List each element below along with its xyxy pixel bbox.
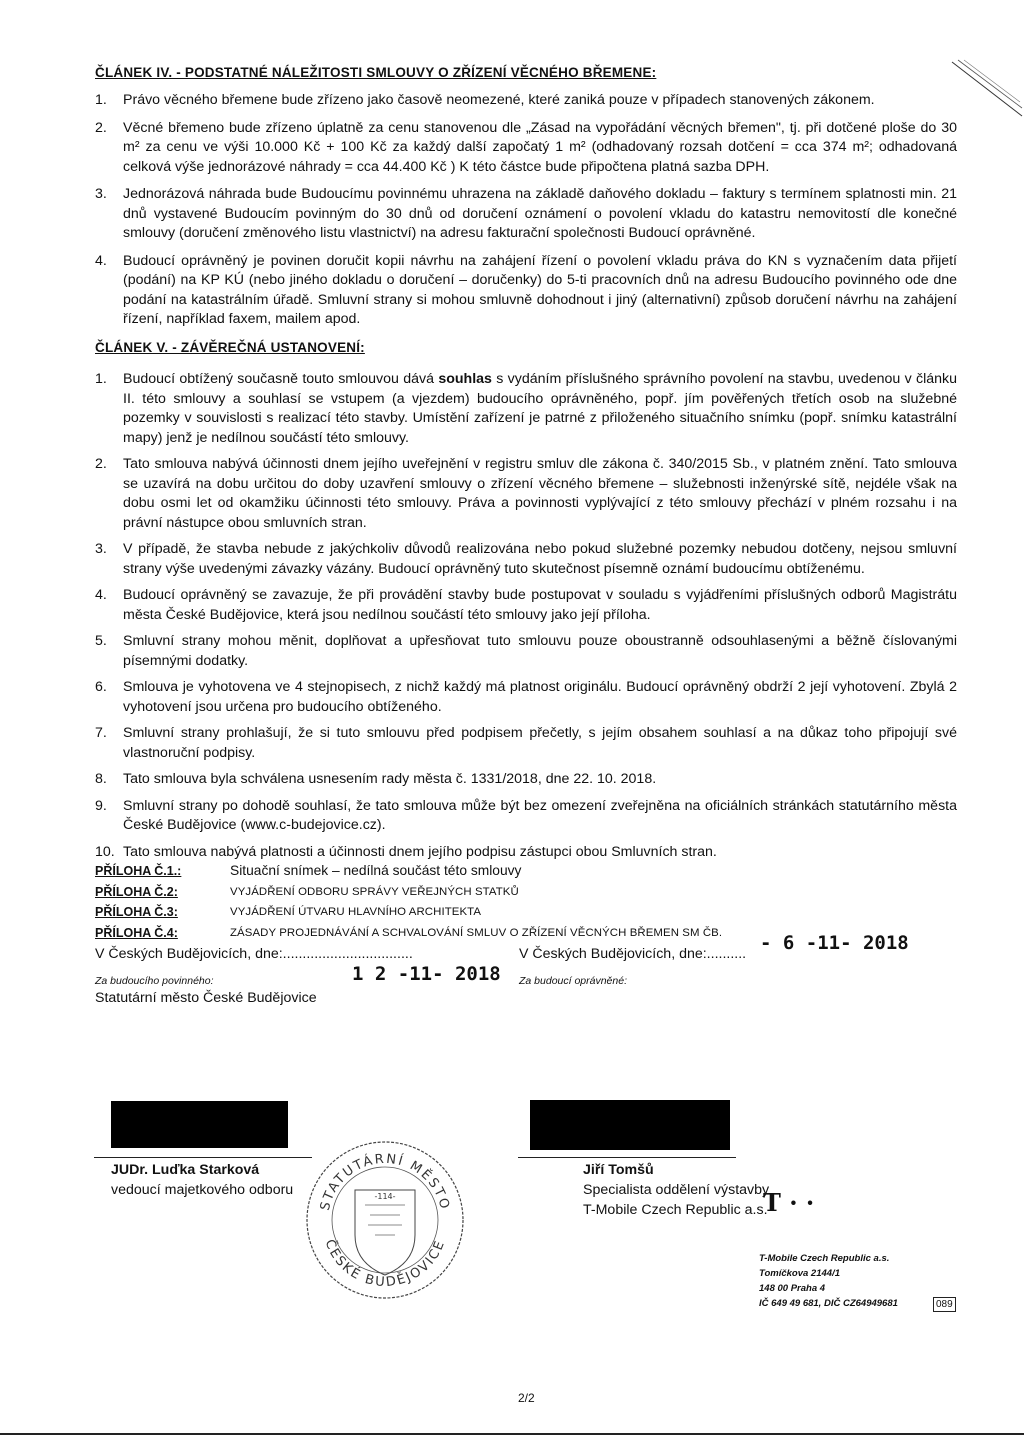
article-4-list bbox=[95, 91, 957, 338]
right-signatory-company: T-Mobile Czech Republic a.s. bbox=[583, 1202, 768, 1218]
left-signature-line bbox=[94, 1157, 312, 1158]
article-4-item-1: 1. Právo věcného břemene bude zřízeno jako časově neomezené, které zaniká pouze v případech stanovených zákonem. bbox=[95, 92, 875, 108]
redacted-signature-left bbox=[111, 1101, 288, 1148]
left-date-stamp: 1 2 -11- 2018 bbox=[352, 963, 501, 985]
attachments-list bbox=[95, 861, 835, 943]
svg-text:STATUTÁRNÍ MĚSTO: STATUTÁRNÍ MĚSTO bbox=[317, 1151, 453, 1213]
left-role-label: Za budoucího povinného: bbox=[95, 975, 214, 987]
right-signatory-title: Specialista oddělení výstavby bbox=[583, 1182, 770, 1198]
article-5-item-4: 4. Budoucí oprávněný se zavazuje, že při provádění stavby bude postupovat v souladu s vyjádřeními příslušných odborů Magistrátu města České Budějovice, která jsou nedílnou součástí této smlouvy jako její příloha. bbox=[95, 587, 957, 623]
article-5-item-7: 7. Smluvní strany prohlašují, že si tuto smlouvu před podpisem přečetly, s jejím obsahem souhlasí a na důkaz toho připojují své vlastnoruční podpisy. bbox=[95, 725, 957, 761]
article-5-item-3: 3. V případě, že stavba nebude z jakýchkoliv důvodů realizována nebo pokud služebné pozemky nebudou dotčeny, nejsou smluvní strany výše uvedenými závazky vázány. Budoucí oprávněný tuto skutečnost písemně oznámí budoucímu obtíženému. bbox=[95, 541, 957, 577]
right-place-date: V Českých Budějovicích, dne:.......... bbox=[519, 946, 747, 962]
article-4-item-4: 4. Budoucí oprávněný je povinen doručit kopii návrhu na zahájení řízení o povolení vkladu práva do KN s vyznačením data přijetí (podání) na KP KÚ (nebo jiného dokladu o doručení – doručenky) do 5-ti pracovních dnů na adresu Budoucího povinného ode dne podání na katastrálním úřadě. Smluvní strany si mohou smluvně dohodnout i jiný (alternativní) způsob doručení návrhu na zahájení řízení, například faxem, mailem apod. bbox=[95, 252, 957, 327]
article-5-item-5: 5. Smluvní strany mohou měnit, doplňovat a upřesňovat tuto smlouvu pouze oboustranně odsouhlasenými a běžně číslovanými písemnými dodatky. bbox=[95, 633, 957, 669]
left-signatory-name: JUDr. Luďka Starková bbox=[111, 1162, 260, 1178]
article-5-list bbox=[95, 370, 957, 869]
left-place-date: V Českých Budějovicích, dne:................................. bbox=[95, 946, 413, 962]
t-mobile-logo-icon: T · · bbox=[763, 1188, 815, 1217]
right-role-label: Za budoucí oprávněné: bbox=[519, 975, 627, 987]
article-4-item-2: 2. Věcné břemeno bude zřízeno úplatně za cenu stanovenou dle „Zásad na vypořádání věcných břemen", tj. při dotčené ploše do 30 m² za cenu ve výši 10.000 Kč + 100 Kč za každý další započatý 1 m² (odhadovaný rozsah dotčení = cca 374 m²; odhadovaná celková výše jednorázové náhrady = cca 44.400 Kč ) K této částce bude připočtena platná sazba DPH. bbox=[95, 119, 957, 175]
article-4-heading: ČLÁNEK IV. - PODSTATNÉ NÁLEŽITOSTI SMLOUVY O ZŘÍZENÍ VĚCNÉHO BŘEMENE: bbox=[95, 65, 657, 80]
right-date-stamp: - 6 -11- 2018 bbox=[760, 932, 909, 954]
attachment-row: PŘÍLOHA Č.4: ZÁSADY PROJEDNÁVÁNÍ A SCHVALOVÁNÍ SMLUV O ZŘÍZENÍ VĚCNÝCH BŘEMEN SM ČB. bbox=[95, 925, 723, 940]
redacted-signature-right bbox=[530, 1100, 730, 1150]
article-5-item-9: 9. Smluvní strany po dohodě souhlasí, že tato smlouva může být bez omezení zveřejněna na oficiálních stránkách statutárního města České Budějovice (www.c-budejovice.cz). bbox=[95, 797, 957, 833]
right-signatory-name: Jiří Tomšů bbox=[583, 1162, 654, 1178]
page-number: 2/2 bbox=[518, 1391, 535, 1405]
article-5-item-1: 1. Budoucí obtížený současně touto smlouvou dává souhlas s vydáním příslušného správního povolení na stavbu, uvedenou v článku II. této smlouvy a souhlasí se vstupem (a vjezdem) budoucího oprávněného, popř. jím pověřených třetích osob na služebné pozemky v souvislosti s realizací této stavby. Umístění zařízení je patrné z přiloženého situačního snímku (popř. snímku katastrální mapy) jenž je nedílnou součástí této smlouvy. bbox=[95, 371, 957, 446]
article-5-item-10: 10. Tato smlouva nabývá platnosti a účinnosti dnem jejího podpisu zástupci obou Smluvních stran. bbox=[95, 843, 717, 860]
right-signature-line bbox=[518, 1157, 736, 1158]
company-stamp-code: 089 bbox=[933, 1297, 956, 1312]
attachment-row: PŘÍLOHA Č.1.: Situační snímek – nedílná součást této smlouvy bbox=[95, 863, 522, 878]
company-stamp: T-Mobile Czech Republic a.s. Tomíčkova 2144/1 148 00 Praha 4 IČ 649 49 681, DIČ CZ64949681 bbox=[759, 1253, 898, 1309]
city-seal-icon bbox=[300, 1135, 470, 1305]
attachment-row: PŘÍLOHA Č.2: VYJÁDŘENÍ ODBORU SPRÁVY VEŘEJNÝCH STATKŮ bbox=[95, 884, 519, 899]
article-5-item-2: 2. Tato smlouva nabývá účinnosti dnem jejího uveřejnění v registru smluv dle zákona č. 340/2015 Sb., v platném znění. Tato smlouva se uzavírá na dobu určitou do doby uzavření smlouvy o zřízení věcného břemene – služebnosti inženýrské sítě, nejdéle však na dobu osmi let od okamžiku účinnosti této smlouvy. Práva a povinnosti vyplývající z této smlouvy přechází v plném rozsahu i na právní nástupce obou smluvních stran. bbox=[95, 456, 957, 531]
left-signatory-title: vedoucí majetkového odboru bbox=[111, 1182, 294, 1198]
article-5-heading: ČLÁNEK V. - ZÁVĚREČNÁ USTANOVENÍ: bbox=[95, 340, 365, 355]
article-4-item-3: 3. Jednorázová náhrada bude Budoucímu povinnému uhrazena na základě daňového dokladu – faktury s termínem splatnosti min. 21 dnů vystavené Budoucím povinným do 30 dnů od doručení oznámení o povolení vkladu do katastru nemovitostí dle konečné smlouvy (doručení změnového listu vlastnictví) na adresu fakturační společnosti Budoucí oprávněné. bbox=[95, 186, 957, 241]
article-5-item-6: 6. Smlouva je vyhotovena ve 4 stejnopisech, z nichž každý má platnost originálu. Budoucí oprávněný obdrží 2 její vyhotovení. Zbylá 2 vyhotovení jsou určena pro budoucího obtíženého. bbox=[95, 679, 957, 715]
left-party: Statutární město České Budějovice bbox=[95, 990, 317, 1006]
attachment-row: PŘÍLOHA Č.3: VYJÁDŘENÍ ÚTVARU HLAVNÍHO ARCHITEKTA bbox=[95, 905, 482, 919]
corner-scratch-icon bbox=[950, 58, 1024, 120]
bottom-edge-line bbox=[0, 1433, 1024, 1435]
svg-text:ČESKÉ BUDĚJOVICE: ČESKÉ BUDĚJOVICE bbox=[321, 1237, 449, 1291]
svg-text:-114-: -114- bbox=[374, 1192, 396, 1201]
article-5-item-8: 8. Tato smlouva byla schválena usnesením rady města č. 1331/2018, dne 22. 10. 2018. bbox=[95, 771, 657, 787]
